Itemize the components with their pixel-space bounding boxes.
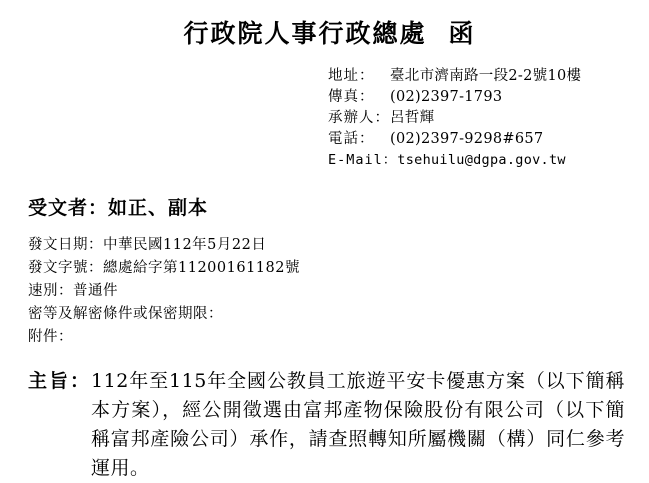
document-title-main: 行政院人事行政總處 [183, 19, 427, 48]
contact-block [0, 66, 649, 171]
contact-line-officer [328, 108, 434, 129]
contact-value-address: 臺北市濟南路一段2-2號10樓 [390, 68, 582, 84]
contact-value-email: tsehuilu@dgpa.gov.tw [397, 152, 566, 168]
meta-block [0, 234, 649, 349]
contact-value-fax: (02)2397-1793 [390, 89, 503, 105]
meta-line-attachment: 附件： [28, 329, 73, 345]
contact-label-officer: 承辦人： [328, 110, 390, 126]
contact-label-fax: 傳真： [328, 89, 375, 105]
contact-line-phone [328, 129, 543, 150]
contact-line-address [328, 66, 581, 87]
contact-label-phone: 電話： [328, 131, 375, 147]
subject-text: 112年至115年全國公教員工旅遊平安卡優惠方案（以下簡稱本方案），經公開徵選由富邦產物保險股份有限公司（以下簡稱富邦產險公司）承作，請查照轉知所屬機關（構）同仁參考運用。 [91, 370, 625, 479]
meta-line-doc-number: 發文字號：總處給字第11200161182號 [28, 260, 300, 276]
document-title [0, 14, 649, 50]
meta-line-confidentiality: 密等及解密條件或保密期限： [28, 306, 223, 322]
recipient-line: 受文者：如正、副本 [28, 197, 209, 219]
contact-value-phone: (02)2397-9298#657 [390, 131, 544, 147]
contact-value-officer: 呂哲輝 [390, 110, 435, 126]
contact-label-email: E-Mail： [328, 152, 398, 168]
subject-label: 主旨： [28, 370, 92, 392]
contact-line-email [328, 150, 566, 171]
meta-line-issue-date: 發文日期：中華民國112年5月22日 [28, 237, 267, 253]
meta-line-priority: 速別：普通件 [28, 283, 118, 299]
document-title-type: 函 [448, 19, 476, 48]
contact-line-fax [328, 87, 502, 108]
contact-label-address: 地址： [328, 68, 375, 84]
subject-block [0, 367, 649, 483]
document-page [0, 14, 649, 479]
